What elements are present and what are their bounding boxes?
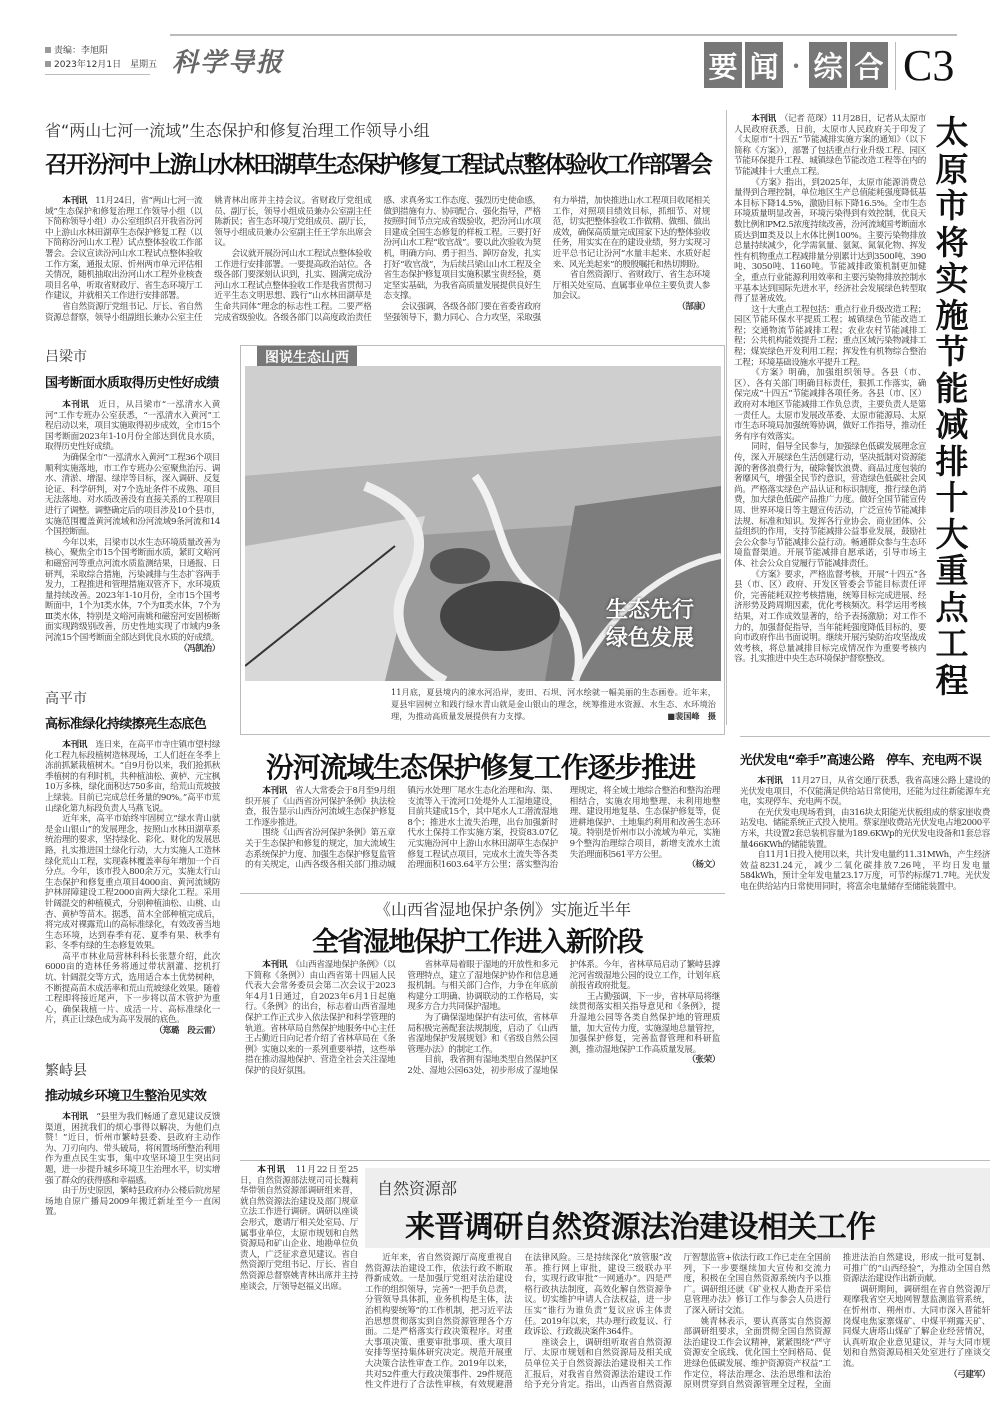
- divider: [740, 736, 990, 737]
- paragraph: [407, 1013, 557, 1055]
- section-char: 要: [704, 42, 742, 88]
- paragraph: [407, 960, 557, 1013]
- main-kicker: 省“两山七河一流域”生态保护和修复治理工作领导小组: [45, 121, 430, 140]
- gaoping-headline: 高标准绿化持续擦亮生态底色: [45, 717, 207, 732]
- paragraph-text: 姚青林表示，要认真落实自然资源部调研组要求，全面贯彻全国自然资源法治建设工作会议精神，紧紧围绕“严守资源安全底线、优化国土空间格局、促进绿色低碳发展、维护资源资产权益”工作定位，将法治理念、法治思维和法治原则贯穿到自然资源管理全过程，全面推进法治自然建设，形成一批可复制、可推广的“山西经验”，为推动全国自然资源法治建设作出新贡献。: [683, 1253, 990, 1391]
- paragraph-text: 11月22日至25日，自然资源部法规司司长魏莉华带领自然资源部调研组来晋，就自然资源法治建设及部门规章立法工作进行调研。调研以座谈会形式，邀请厅相关处室局、厅属事业单位，太原市规划和自然资源局和矿山企业、地勘单位负责人，广泛征求意见建议。省自然资源厅党组书记、厅长、省自然资源总督察姚青林出席并主持座谈会，厅领导赵福义出席。: [240, 1165, 358, 1292]
- paragraph: [245, 960, 395, 1077]
- paragraph-text: 《方案》指出，到2025年，太原市能源消费总量得到合理控制，单位地区生产总值能耗强度降低基本目标下降14.5%，激励目标下降16.5%。全市生态环境质量明显改善，环境污染得到有效控制，优良天数比例和PM2.5浓度持续改善，汾河流域国考断面水质达到Ⅲ类及以上水体比例100%。主要污染物排放总量持续减少，化学需氧量、氨氮、氮氧化物、挥发性有机物重点工程减排量分别累计达到3500吨、390吨、3050吨、1160吨。节能减排政策机制更加健全，重点行业能源利用效率和主要污染物排放控制水平基本达到国际先进水平，经济社会发展绿色转型取得了显著成效。: [734, 177, 926, 305]
- lead-tag: 本刊讯: [62, 400, 90, 410]
- paragraph-text: 座谈会上，调研组听取省自然资源厅、太原市规划和自然资源局及相关成员单位关于自然资源法治建设相关工作汇报后，对我省自然资源法治建设工作给予充分肯定。指出，山西省自然资源厅智慧监管+依法行政工作已走在全国前列，下一步要继续加大宣传和交流力度，积极在全国自然资源系统内予以推广。调研组还就《矿业权人勘查开采信息管理办法》修订工作与参会人员进行了深入研讨交流。: [524, 1253, 831, 1391]
- byline: （张荣）: [687, 1055, 720, 1066]
- photo-feature: [240, 345, 725, 735]
- byline: （郜康）: [677, 301, 710, 312]
- gaoping-kicker: 高平市: [45, 691, 87, 707]
- wetland-article-body: [245, 960, 720, 1077]
- lead-tag: 本刊讯: [757, 776, 783, 786]
- paragraph-text: 省自然资源厅党组书记、厅长、省自然资源总督察，领导小组副组长兼办公室主任姚青林出席并主持会议。省财政厅党组成员、副厅长，领导小组成员兼办公室副主任陈新民；省生态环境厅党组成员、副厅长，领导小组成员兼办公室副主任王学东出席会议。: [45, 196, 372, 323]
- paragraph-text: 近日，从吕梁市“一泓清水入黄河”工作专班办公室获悉，“一泓清水入黄河”工程启动以来，项目实施取得初步成效，全市15个国考断面2023年1-10月份全部达到优良水质，取得历史性好成绩。: [45, 400, 220, 453]
- fenhe-article-body: [245, 786, 720, 871]
- paragraph-text: 会议强调，各级各部门要在省委省政府坚强领导下，勠力同心、合力攻坚，采取强有力举措，加快推进山水工程项目收尾相关工作，对照项目绩效目标，抓细节、对规范，切实把整体验收工作做精、做细、做出成效，确保高质量完成国家下达的整体验收任务，用实实在在的建设业绩，努力实现习近平总书记让汾河“水量丰起来、水质好起来、风光美起来”的殷殷嘱托和热切期盼。: [383, 196, 710, 323]
- byline: （郑璐 段云雷）: [154, 1026, 220, 1037]
- paragraph-text: 为了确保湿地保护有法可依，省林草局积极完善配套法规制度，启动了《山西省湿地保护发展规划》和《省级自然公园管理办法》的制定工作。: [407, 1012, 558, 1055]
- paragraph: [570, 992, 720, 1056]
- paragraph-text: 会议就开展汾河山水工程试点整体验收工作进行安排部署。一要提高政治站位。各级各部门要深刻认识到，扎实、圆满完成汾河山水工程试点整体验收工作是我省贯彻习近平生态文明思想、践行“山水林田湖草是生命共同体”理念的标志性工程。二要严格完成省级验收。各级各部门以高度政治责任感、求真务实工作态度、强烈历史使命感，做到措施有力、协同配合、强化指导，严格按照时间节点完成省级验收，把汾河山水项目建成全国生态修复的样板工程。三要打好汾河山水工程“收官战”。要以此次验收为契机，明确方向、勇于担当、踔厉奋发，扎实打好“收官战”，为后续吕梁山山水工程及全省生态保护修复项目实施积累宝贵经验，奠定坚实基础，为我省高质量发展提供良好生态支撑。: [214, 196, 541, 323]
- photo-section-tag: 图说生态山西: [257, 346, 357, 368]
- section-char: 合: [850, 42, 888, 88]
- gaoping-article-body: [45, 740, 220, 1037]
- paragraph: [245, 786, 395, 828]
- paragraph-text: 由于历史原因，繁峙县政府办公楼后院房屋场地自原广播局2009年搬迁新址至今一直闲置。: [45, 1186, 220, 1218]
- info-rule: [45, 74, 150, 75]
- photo-caption: [391, 686, 716, 722]
- lvliang-headline: 国考断面水质取得历史性好成绩: [45, 376, 219, 391]
- paragraph-text: 《方案》明确，加强组织领导。各县（市、区）、各有关部门明确目标责任，狠抓工作落实，确保完成“十四五”节能减排各项任务。各县（市、区）政府对本地区节能减排工作负总责，主要负责人是第一责任人。太原市发展改革委、太原市能源局、太原市生态环境局加强统筹协调，做好工作指导，推动任务有序有效落实。: [734, 368, 926, 442]
- solar-article-body: [740, 776, 990, 893]
- lvliang-kicker: 吕梁市: [45, 349, 87, 365]
- lead-tag: 本刊讯: [62, 1112, 88, 1122]
- paragraph: [45, 1112, 220, 1186]
- paragraph: [45, 538, 220, 644]
- paragraph-text: 围绕《山西省汾河保护条例》第五章关于生态保护和修复的规定，加大流域生态系统保护力度、加强生态保护修复监管的有关规定，山西各级各相关部门推动城镇污水处理厂尾水生态化治理和沟、渠、支流等入干流河口处堤外人工湿地建设，目前共建成15个，其中尾水人工潜流湿地8个；推进水土流失治理，出台加强新时代水土保持工作实施方案，投资83.07亿元实施汾河中上游山水林田湖草生态保护修复工程试点项目，完成水土流失等各类治理面积1603.64平方公里；落实整沟治理规定，将全域土地综合整治和整沟治理相结合，实施农用地整理、未利用地整理、建设用地复垦、生态保护修复等，促进耕地保护、土地集约利用和改善生态环境。特别是忻州市以小流域为单元，实施9个整沟治理综合项目，新增支流水土流失治理面积561平方公里。: [245, 786, 720, 871]
- taiyuan-article-body: [734, 114, 926, 665]
- solar-headline: 光伏发电“牵手”高速公路 停车、充电两不误: [740, 752, 982, 767]
- section-divider: [895, 42, 896, 90]
- photo-overlay-text: [606, 596, 694, 652]
- section-dot: ·: [791, 50, 801, 80]
- paragraph-text: 调研期间，调研组在省自然资源厅观摩我省空天地网智慧监测监管系统，在忻州市、朔州市、大同市深入晋能轩岗煤电焦家寨煤矿、中煤平朔露天矿、同煤大唐塔山煤矿了解企业经营情况，认真听取企业意见建议，并与大同市规划和自然资源局相关处室进行了座谈交流。: [842, 1284, 990, 1369]
- paragraph: [734, 178, 926, 305]
- page-number: C3: [903, 41, 955, 90]
- paragraph-text: 省林草局着眼于湿地的开放性和多元管理特点，建立了湿地保护协作和信息通报机制。与相关部门合作，力争在年底前构建分工明确、协调联动的工作格局，实现多方合力共同保护湿地。: [407, 960, 558, 1013]
- fanshi-kicker: 繁峙县: [45, 1063, 87, 1079]
- divider: [240, 893, 725, 894]
- paragraph: [45, 952, 220, 1026]
- column-divider: [726, 110, 727, 725]
- paragraph-text: 《方案》要求，严格监督考核，开展“十四五”各县（市、区）政府、开发区管委会节能目标责任评价，完善能耗双控考核措施，统筹目标完成进展、经济形势及跨周期因素，优化考核频次。科学运用考核结果，对工作成效显著的，给予表扬激励；对工作不力的，加强督促指导，当年能耗强度降低目标的，要向市政府作出书面说明。继续开展污染防治攻坚战成效考核，将总量减排目标完成情况作为重要考核内容。扎实推进中央生态环境保护督察整改。: [734, 569, 926, 665]
- paragraph: [734, 305, 926, 369]
- masthead-logo: 科学导报: [172, 48, 285, 78]
- byline: （冯凯治）: [179, 643, 220, 654]
- paragraph: [45, 453, 220, 538]
- main-headline: 召开汾河中上游山水林田湖草生态保护修复工程试点整体验收工作部署会: [45, 152, 711, 178]
- lvliang-article-body: [45, 400, 220, 654]
- section-title: [704, 42, 888, 88]
- paragraph-text: 省人大常委会于8月至9月组织开展了《山西省汾河保护条例》执法检查，报告显示山西汾河流域生态保护修复工作逐步推进。: [245, 786, 396, 828]
- paragraph: [45, 400, 220, 453]
- paragraph-text: 自11月1日投入使用以来，共计发电量约11.31MWh，产生经济效益8231.24元，减少二氧化碳排放7.26吨，平均日发电量584kWh，预计全年发电量23.17万度，可节约标煤71.7吨。光伏发电在供给站内日常使用同时，将富余电量储存至储能装置中。: [740, 850, 990, 892]
- editor: 责编：李旭阳: [54, 46, 109, 56]
- paragraph-text: 11月24日，省“两山七河一流域”生态保护和修复治理工作领导小组（以下简称领导小组）办公室组织召开我省汾河中上游山水林田湖草生态保护修复工程（以下简称汾河山水工程）试点整体验收工作部署会。会议宣读汾河山水工程试点整体验收工作方案，通报太原、忻州两市单元评估相关情况，随机抽取出汾河山水工程外业核查项目名单，听取省财政厅、省生态环境厅工作建议，并就相关工作进行安排部署。: [45, 196, 203, 302]
- overlay-line: 绿色发展: [605, 625, 694, 651]
- paragraph-text: 这十大重点工程包括：重点行业升级改造工程；园区节能环保水平提质工程；城镇绿色节能改造工程；交通物流节能减排工程；农业农村节能减排工程；公共机构能效提升工程；重点区域污染物减排工程；煤炭绿色开发利用工程；挥发性有机物综合整治工程；环境基础设施水平提升工程。: [734, 304, 926, 368]
- paragraph: [843, 1285, 990, 1370]
- bottom-col-lead: [240, 1165, 358, 1292]
- paragraph: [45, 196, 202, 302]
- fenhe-headline: 汾河流域生态保护修复工作逐步推进: [266, 751, 695, 784]
- caption-text: 11月底，夏县境内的涑水河沿岸，麦田、石坝、河水绘就一幅美丽的生态画卷。近年来，夏县牢固树立和践行绿水青山就是金山银山的理念，统筹推进水资源、水生态、水环境治理，为推动高质量发展提供有力支撑。: [391, 687, 716, 721]
- wetland-headline: 全省湿地保护工作进入新阶段: [312, 927, 643, 958]
- paragraph-text: （记者 范琛）11月28日，记者从太原市人民政府获悉，日前，太原市人民政府关于印发了《太原市“十四五”节能减排实施方案的通知》（以下简称《方案》），部署了包括重点行业升级工程、园区节能环保提升工程、城镇绿色节能改造工程等在内的节能减排十大重点工程。: [734, 114, 926, 177]
- paragraph-text: 为确保全市“一泓清水入黄河”工程36个项目顺利实施落地，市工作专班办公室聚焦治污、调水、清淤、增湿、绿岸等目标，深入调研、反复论证、科学研判，对7个选址条件不成熟、项目无法落地、对水质改善没有直接关系的工程项目进行了调整。调整确定后的项目涉及10个县市，实施范围覆盖黄河流域和汾河流域9条河流和14个国控断面。: [45, 452, 220, 538]
- paragraph-text: 近年来，高平市始终牢固树立“绿水青山就是金山银山”的发展理念，按照山水林田湖草系统治理的要求，坚持绿化、彩化、财化的发展思路，扎实推进国土绿化行动，大力实施人工造林绿化荒山工程，实现森林覆盖率每年增加一个百分点。今年，该市投入800余万元，实施太行山生态保护和修复重点项目4000亩、黄河流域防护林屏障建设工程2000亩两大绿化工程。采用针阔混交的种植模式，分别种植油松、山桃、山杏、黄栌等苗木。据悉，苗木全部种植完成后，将完成对裸露荒山的高标准绿化，有效改善当地生态环境，达到春季有花、夏季有果、秋季有彩、冬季有绿的生态修复效果。: [45, 814, 220, 952]
- lead-tag: 本刊讯: [62, 740, 88, 750]
- fanshi-article-body: [45, 1112, 220, 1218]
- paragraph-text: 高平市林业局营林科科长张慧介绍，此次6000亩的造林任务将通过带状割灌、挖机打坑、针阔混交等方式，选用适合本土优势树种，不断提高苗木成活率和荒山荒坡绿化效果。随着工程即将接近尾声，下一步将以苗木管护为重心，确保栽植一片、成活一片、高标准绿化一片，真正让绿色成为高平发展的底色。: [45, 951, 220, 1026]
- fanshi-headline: 推动城乡环境卫生整治见实效: [45, 1089, 207, 1104]
- paragraph-text: 近年来，省自然资源厅高度重视自然资源法治建设工作，依法行政不断取得新成效。一是加强厅党组对法治建设工作的组织领导，完善“一把手负总责，分管领导具体抓，业务机构是主体，法治机构要统筹”的工作机制，把习近平法治思想贯彻落实到自然资源管理各个方面。二是严格落实行政决策程序。对重大事项决策、重要审批事项、重大项目安排等坚持集体研究决定。规范开展重大决策合法性审查工作。2019年以来，共对52件重大行政决策事件、29件规范性文件进行了合法性审核，有效规避潜在法律风险。三是持续深化“放管服”改革。推行网上审批，建设三级联办平台，实现行政审批“一网通办”。四是严格行政执法制度，高效化解自然资源争议。切实维护申请人合法权益，进一步压实“谁行为谁负责”复议应诉主体责任。2019年以来，共办理行政复议、行政诉讼、行政裁决案件364件。: [365, 1253, 672, 1391]
- lead-tag: 本刊讯: [751, 114, 776, 124]
- bottom-kicker: 自然资源部: [377, 1179, 458, 1198]
- paragraph-text: 王占勤强调，下一步，省林草局将继续贯彻落实相关指导意见和《条例》，提升湿地公园等各类自然保护地的管理质量，加大宣传力度，实施湿地总量管控，加强保护修复，完善监督管理和科研监测，推动湿地保护工作高质量发展。: [569, 991, 720, 1055]
- lead-tag: 本刊讯: [257, 1165, 287, 1175]
- paragraph: [734, 442, 926, 569]
- paragraph: [734, 114, 926, 178]
- paragraph-text: 在光伏发电现场看到，由316块太阳能光伏板组成的蔡家崖收费站发电、储能系统正式投入使用。蔡家崖收费站光伏发电占地2000平方米，共设置2套总装机容量为189.6KWp的光伏发电设备和1套总容量466KWh的储能装置。: [740, 807, 990, 850]
- photo-credit: ■裴国峰 摄: [667, 711, 716, 721]
- paragraph: [45, 740, 220, 814]
- divider: [240, 1160, 990, 1161]
- top-rule: [170, 34, 957, 36]
- bottom-headline: 来晋调研自然资源法治建设相关工作: [405, 1210, 876, 1245]
- paragraph: [45, 814, 220, 952]
- paragraph-text: “县里为我们畅通了意见建议反馈渠道，困扰我们的烦心事得以解决，为他们点赞！”近日，忻州市繁峙县委、县政府主动作为、刀刃向内、带头破局，将闲置场所整治利用作为重点民生实事，集中攻坚环境卫生突出问题，进一步提升城乡环境卫生治理水平，切实增强了群众的获得感和幸福感。: [45, 1112, 220, 1186]
- paragraph: [734, 570, 926, 665]
- paragraph: [553, 270, 710, 302]
- paragraph-text: 连日来，在高平市寺庄镇市望村绿化工程九标段植树造林现场，工人们赶在冬季上冻前抓紧栽植树木。“自9月份以来，我们抢抓秋季植树的有利时机，共种植油松、黄栌、元宝枫10万多株，绿化面积达750多亩，给荒山荒坡披上绿装。目前已完成总任务量的90%。”高平市荒山绿化第九标段负责人马燕飞说。: [45, 740, 220, 814]
- paragraph: [740, 776, 990, 808]
- paragraph-text: 11月27日，从省交通厅获悉，我省高速公路上建设的光伏发电项目，不仅能满足供给站日常使用，还能为过往新能源车充电，实现停车、充电两不误。: [740, 776, 990, 808]
- section-char: 闻: [745, 42, 783, 88]
- paragraph-text: 《山西省湿地保护条例》（以下简称《条例》）由山西省第十四届人民代表大会常务委员会第二次会议于2023年4月1日通过，自2023年6月1日起施行。《条例》的出台，标志着山西省湿地保护工作正式步入依法保护和科学管理的轨道。省林草局自然保护地服务中心主任王占勤近日向记者介绍了省林草局在《条例》实施以来的一系列重要举措，这些举措在推动湿地保护、营造全社会关注湿地保护的良好氛围。: [245, 960, 396, 1076]
- bottom-cols: [365, 1253, 990, 1391]
- paragraph: [734, 368, 926, 442]
- header-info: [45, 44, 157, 72]
- taiyuan-vertical-headline: 太原市将实施节能减排十大重点工程: [935, 113, 969, 700]
- lead-tag: 本刊讯: [62, 196, 87, 206]
- lead-tag: 本刊讯: [262, 960, 288, 970]
- overlay-line: 生态先行: [605, 597, 694, 623]
- paragraph: [45, 1186, 220, 1218]
- section-char: 综: [809, 42, 847, 88]
- paragraph: [740, 808, 990, 850]
- paragraph: [240, 1165, 358, 1292]
- paragraph-text: 同时，倡导全民参与，加强绿色低碳发展理念宣传，深入开展绿色生活创建行动，坚决抵制对资源能源的奢侈浪费行为，破除餐饮浪费、商品过度包装的奢靡风气，增强全民节约意识，营造绿色低碳社会风尚。严格落实绿色产品认证和标识制度，推行绿色消费，加大绿色低碳产品推广力度。做好全国节能宣传周、世界环境日等主题宣传活动，广泛宣传节能减排法规、标准和知识。发挥各行业协会、商业团体、公益组织的作用，支持节能减排公益事业发展，鼓励社会公众参与节能减排公益行动。畅通群众参与生态环境监督渠道。开展节能减排自愿承诺，引导市场主体、社会公众自觉履行节能减排责任。: [734, 442, 926, 569]
- main-article-body: [45, 196, 710, 323]
- paragraph-text: 目前，我省拥有湿地类型自然保护区2处、湿地公园63处，初步形成了湿地保护体系。今年，省林草局启动了繁峙县滹沱河省级湿地公园的设立工作，计划年底前报省政府批复。: [407, 960, 720, 1076]
- issue-date: 2023年12月1日 星期五: [54, 60, 158, 70]
- wetland-kicker: 《山西省湿地保护条例》实施近半年: [375, 900, 632, 919]
- byline: （弓建军）: [949, 1369, 990, 1380]
- paragraph: [740, 850, 990, 892]
- lead-tag: 本刊讯: [262, 786, 287, 796]
- bottom-headline-box: [365, 1168, 990, 1248]
- paragraph-text: 省自然资源厅、省财政厅、省生态环境厅相关处室局、直属事业单位主要负责人参加会议。: [552, 270, 710, 302]
- paragraph-text: 今年以来，吕梁市以水生态环境质量改善为核心，聚焦全市15个国考断面水质，紧盯文峪河和磁窑河等重点河流水质监测结果，日通报、日研判，采取综合措施，污染减排与生态扩容两手发力，工程推进和管理措施双管齐下，水环境质量持续改善。2023年1-10月份，全市15个国考断面中，1个为Ⅰ类水体，7个为Ⅱ类水体，7个为Ⅲ类水体，特别是文峪河南姚和磁窑河安固桥断面实现跨级别改善，历史性地实现了市域内9条河流15个国考断面全部达到优良水质的好成绩。: [45, 537, 220, 644]
- byline: （杨文）: [687, 860, 720, 871]
